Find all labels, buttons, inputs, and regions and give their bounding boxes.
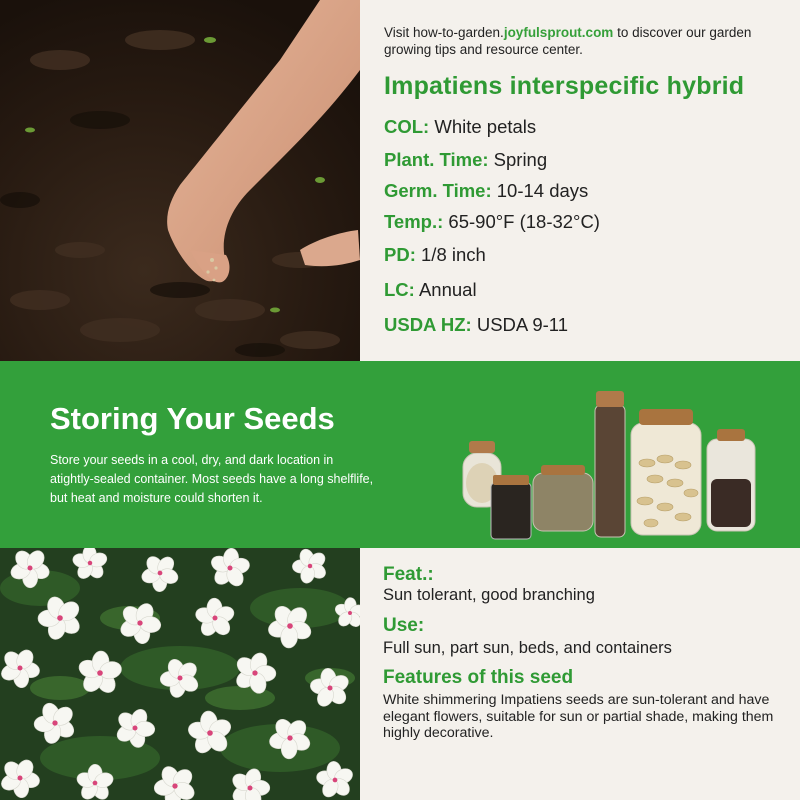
spec-value: White petals xyxy=(434,116,537,137)
storing-seeds-band xyxy=(0,361,800,548)
hand-sowing-seeds-photo xyxy=(0,0,360,361)
use-label: Use: xyxy=(383,615,425,636)
spec-label: Temp.: xyxy=(384,211,444,232)
band-text: Store your seeds in a cool, dry, and dark location in atightly-sealed container. Most seeds have a long shelflife, but heat and moisture could shorten it. xyxy=(50,453,374,505)
spec-plant-time xyxy=(384,149,547,171)
spec-label: LC: xyxy=(384,279,415,300)
spec-color xyxy=(384,116,536,138)
spec-value: Annual xyxy=(418,279,477,300)
plant-info-panel xyxy=(360,0,800,361)
spec-label: COL: xyxy=(384,116,430,137)
white-impatiens-photo xyxy=(0,548,360,800)
plant-title: Impatiens interspecific hybrid xyxy=(384,72,745,100)
spec-value: 65-90°F (18-32°C) xyxy=(448,211,600,232)
visit-prefix: Visit how-to-garden. xyxy=(384,25,504,40)
spec-temperature xyxy=(384,211,600,233)
use-value: Full sun, part sun, beds, and containers xyxy=(383,639,672,657)
band-title: Storing Your Seeds xyxy=(50,401,335,436)
features-text: White shimmering Impatiens seeds are sun-tolerant and have elegant flowers, suitable for sun or partial shade, making them highly decorative. xyxy=(383,692,774,741)
seed-jars-photo xyxy=(455,383,765,543)
visit-website-text xyxy=(384,24,784,58)
spec-value: 10-14 days xyxy=(496,180,589,201)
website-link[interactable]: joyfulsprout.com xyxy=(503,25,614,40)
feat-label: Feat.: xyxy=(383,564,434,585)
spec-label: Germ. Time: xyxy=(384,180,492,201)
spec-label: PD: xyxy=(384,244,416,265)
spec-value: 1/8 inch xyxy=(421,244,486,265)
spec-planting-depth xyxy=(384,244,486,266)
spec-label: USDA HZ: xyxy=(384,314,472,335)
seed-features-panel xyxy=(360,548,800,800)
top-section xyxy=(0,0,800,361)
spec-value: Spring xyxy=(493,149,548,170)
spec-label: Plant. Time: xyxy=(384,149,489,170)
spec-value: USDA 9-11 xyxy=(476,314,569,335)
spec-usda-zone xyxy=(384,314,568,336)
feat-value: Sun tolerant, good branching xyxy=(383,586,595,604)
spec-germ-time xyxy=(384,180,588,202)
visit-suffix: to discover our garden growing tips and resource center. xyxy=(384,25,752,57)
spec-life-cycle xyxy=(384,279,477,301)
features-label: Features of this seed xyxy=(383,667,574,688)
